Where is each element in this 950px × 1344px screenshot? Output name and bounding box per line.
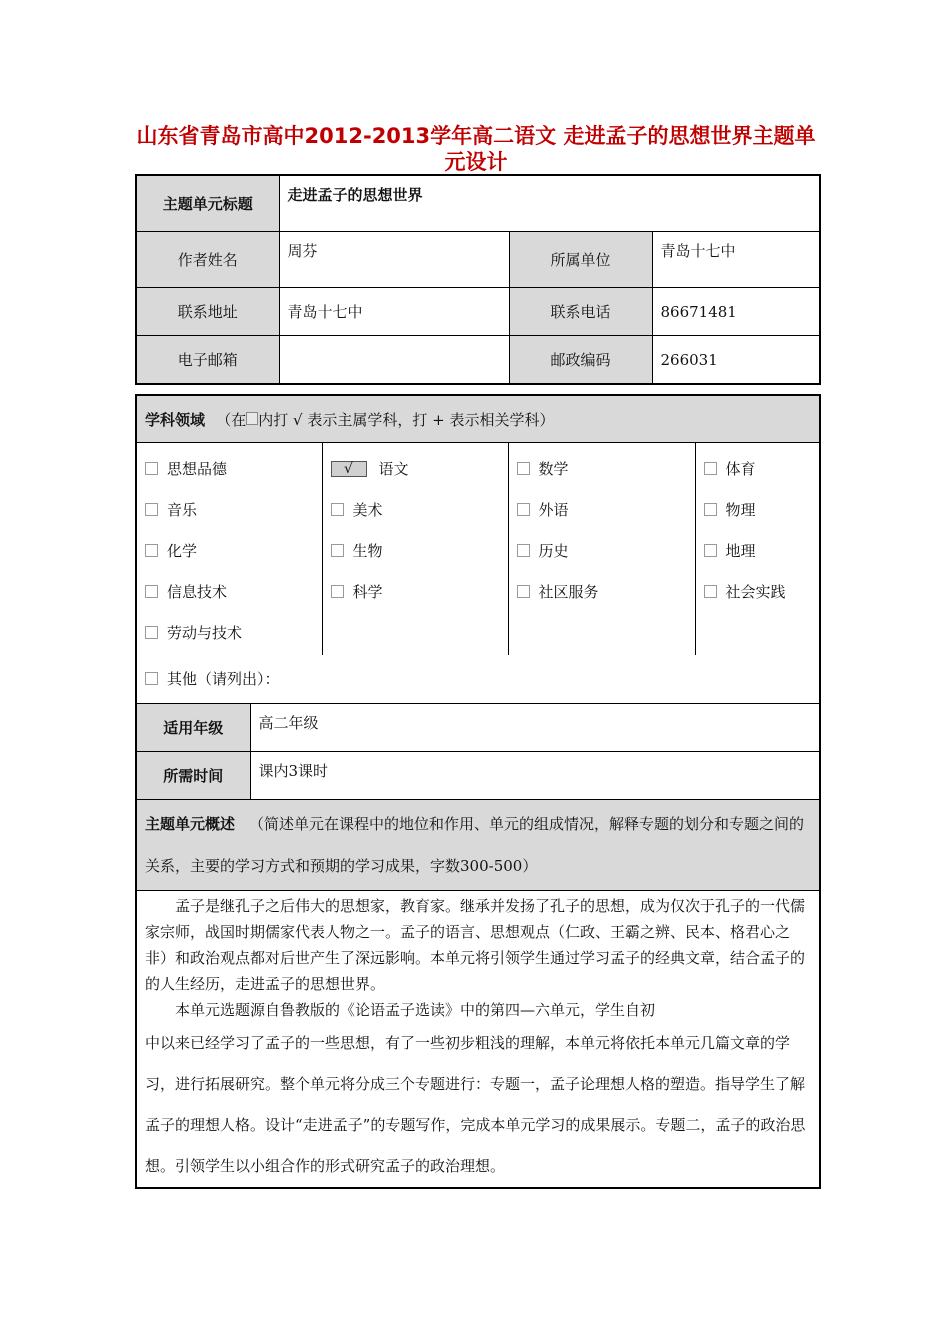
subject-option[interactable]: 生物 bbox=[331, 531, 500, 572]
address-label: 联系地址 bbox=[136, 288, 279, 336]
author-row bbox=[136, 232, 820, 288]
grade-value: 高二年级 bbox=[250, 704, 820, 752]
overview-paragraph-1: 孟子是继孔子之后伟大的思想家，教育家。继承并发扬了孔子的思想，成为仅次于孔子的一代儒家宗师，战国时期儒家代表人物之一。孟子的语言、思想观点（仁政、王霸之辨、民本、格君心之非）和政治观点都对后世产生了深远影响。本单元将引领学生通过学习孟子的经典文章，结合孟子的的人生经历，走进孟子的思想世界。 bbox=[145, 897, 806, 993]
checkbox-sample-icon bbox=[246, 412, 258, 425]
overview-header-row bbox=[136, 800, 820, 891]
subject-column-3 bbox=[508, 443, 695, 656]
subject-note-before: （在 bbox=[216, 410, 247, 429]
subject-note-after: 内打 √ 表示主属学科，打 + 表示相关学科） bbox=[258, 410, 555, 429]
checkbox-icon[interactable] bbox=[517, 462, 530, 475]
checkbox-icon[interactable] bbox=[145, 544, 158, 557]
subject-option[interactable]: 历史 bbox=[517, 531, 687, 572]
overview-label: 主题单元概述 bbox=[145, 815, 236, 833]
checkbox-icon[interactable] bbox=[145, 585, 158, 598]
grade-row bbox=[136, 704, 820, 752]
subject-column-1 bbox=[136, 443, 322, 656]
subject-option[interactable]: 外语 bbox=[517, 490, 687, 531]
subject-option[interactable]: 数学 bbox=[517, 449, 687, 490]
subject-option-checked[interactable]: √ 语文 bbox=[331, 449, 500, 490]
email-value bbox=[279, 336, 509, 385]
checkbox-icon[interactable] bbox=[704, 462, 717, 475]
overview-note: （简述单元在课程中的地位和作用、单元的组成情况，解释专题的划分和专题之间的关系，主要的学习方式和预期的学习成果，字数300-500） bbox=[145, 815, 805, 875]
subject-header-row bbox=[136, 395, 820, 443]
subject-option[interactable]: 音乐 bbox=[145, 490, 314, 531]
subject-option[interactable]: 劳动与技术 bbox=[145, 613, 314, 654]
overview-body bbox=[136, 891, 820, 1189]
email-row bbox=[136, 336, 820, 385]
checked-checkbox-icon[interactable]: √ bbox=[331, 461, 367, 477]
checkbox-icon[interactable] bbox=[517, 585, 530, 598]
time-value: 课内3课时 bbox=[250, 752, 820, 800]
subject-option[interactable]: 物理 bbox=[704, 490, 812, 531]
document-title: 山东省青岛市高中2012-2013学年高二语文 走进孟子的思想世界主题单元设计 bbox=[136, 124, 816, 174]
unit-value: 青岛十七中 bbox=[652, 232, 820, 288]
overview-header bbox=[136, 800, 820, 891]
time-label: 所需时间 bbox=[136, 752, 250, 800]
subject-table bbox=[135, 394, 821, 1189]
address-row bbox=[136, 288, 820, 336]
subject-column-4 bbox=[695, 443, 820, 656]
subject-option[interactable]: 化学 bbox=[145, 531, 314, 572]
other-subject-row bbox=[136, 655, 820, 704]
checkbox-icon[interactable] bbox=[704, 503, 717, 516]
postcode-label: 邮政编码 bbox=[509, 336, 652, 385]
other-subject-cell bbox=[136, 655, 820, 704]
subject-option[interactable]: 信息技术 bbox=[145, 572, 314, 613]
subject-option[interactable]: 社区服务 bbox=[517, 572, 687, 613]
checkbox-icon[interactable] bbox=[331, 585, 344, 598]
email-label: 电子邮箱 bbox=[136, 336, 279, 385]
subject-option[interactable]: 体育 bbox=[704, 449, 812, 490]
phone-value: 86671481 bbox=[652, 288, 820, 336]
author-value: 周芬 bbox=[279, 232, 509, 288]
subject-header bbox=[136, 395, 820, 443]
address-value: 青岛十七中 bbox=[279, 288, 509, 336]
postcode-value: 266031 bbox=[652, 336, 820, 385]
subject-option[interactable]: 地理 bbox=[704, 531, 812, 572]
subject-option-other[interactable]: 其他（请列出）： bbox=[145, 662, 811, 696]
checkbox-icon[interactable] bbox=[331, 503, 344, 516]
subject-option[interactable]: 科学 bbox=[331, 572, 500, 613]
topic-row bbox=[136, 175, 820, 232]
unit-label: 所属单位 bbox=[509, 232, 652, 288]
overview-paragraph-2: 本单元选题源自鲁教版的《论语孟子选读》中的第四—六单元，学生自初 bbox=[175, 1001, 656, 1019]
checkbox-icon[interactable] bbox=[704, 585, 717, 598]
topic-label: 主题单元标题 bbox=[136, 175, 279, 232]
checkbox-icon[interactable] bbox=[145, 503, 158, 516]
subject-column-2 bbox=[322, 443, 508, 656]
subject-option[interactable]: 思想品德 bbox=[145, 449, 314, 490]
phone-label: 联系电话 bbox=[509, 288, 652, 336]
subject-option[interactable]: 社会实践 bbox=[704, 572, 812, 613]
grade-label: 适用年级 bbox=[136, 704, 250, 752]
checkbox-icon[interactable] bbox=[145, 626, 158, 639]
subject-label: 学科领域 bbox=[145, 410, 206, 429]
checkbox-icon[interactable] bbox=[704, 544, 717, 557]
checkbox-icon[interactable] bbox=[517, 544, 530, 557]
overview-paragraph-3: 中以来已经学习了孟子的一些思想，有了一些初步粗浅的理解，本单元将依托本单元几篇文章的学习，进行拓展研究。整个单元将分成三个专题进行：专题一，孟子论理想人格的塑造。指导学生了解孟子的理想人格。设计“走进孟子”的专题写作，完成本单元学习的成果展示。专题二，孟子的政治思想。引领学生以小组合作的形式研究孟子的政治理想。 bbox=[145, 1034, 806, 1175]
author-label: 作者姓名 bbox=[136, 232, 279, 288]
checkbox-icon[interactable] bbox=[145, 672, 158, 685]
overview-body-row bbox=[136, 891, 820, 1189]
subject-option[interactable]: 美术 bbox=[331, 490, 500, 531]
subject-options-row bbox=[136, 443, 820, 656]
topic-value: 走进孟子的思想世界 bbox=[279, 175, 820, 232]
info-table bbox=[135, 174, 821, 385]
checkbox-icon[interactable] bbox=[517, 503, 530, 516]
checkbox-icon[interactable] bbox=[145, 462, 158, 475]
checkbox-icon[interactable] bbox=[331, 544, 344, 557]
time-row bbox=[136, 752, 820, 800]
